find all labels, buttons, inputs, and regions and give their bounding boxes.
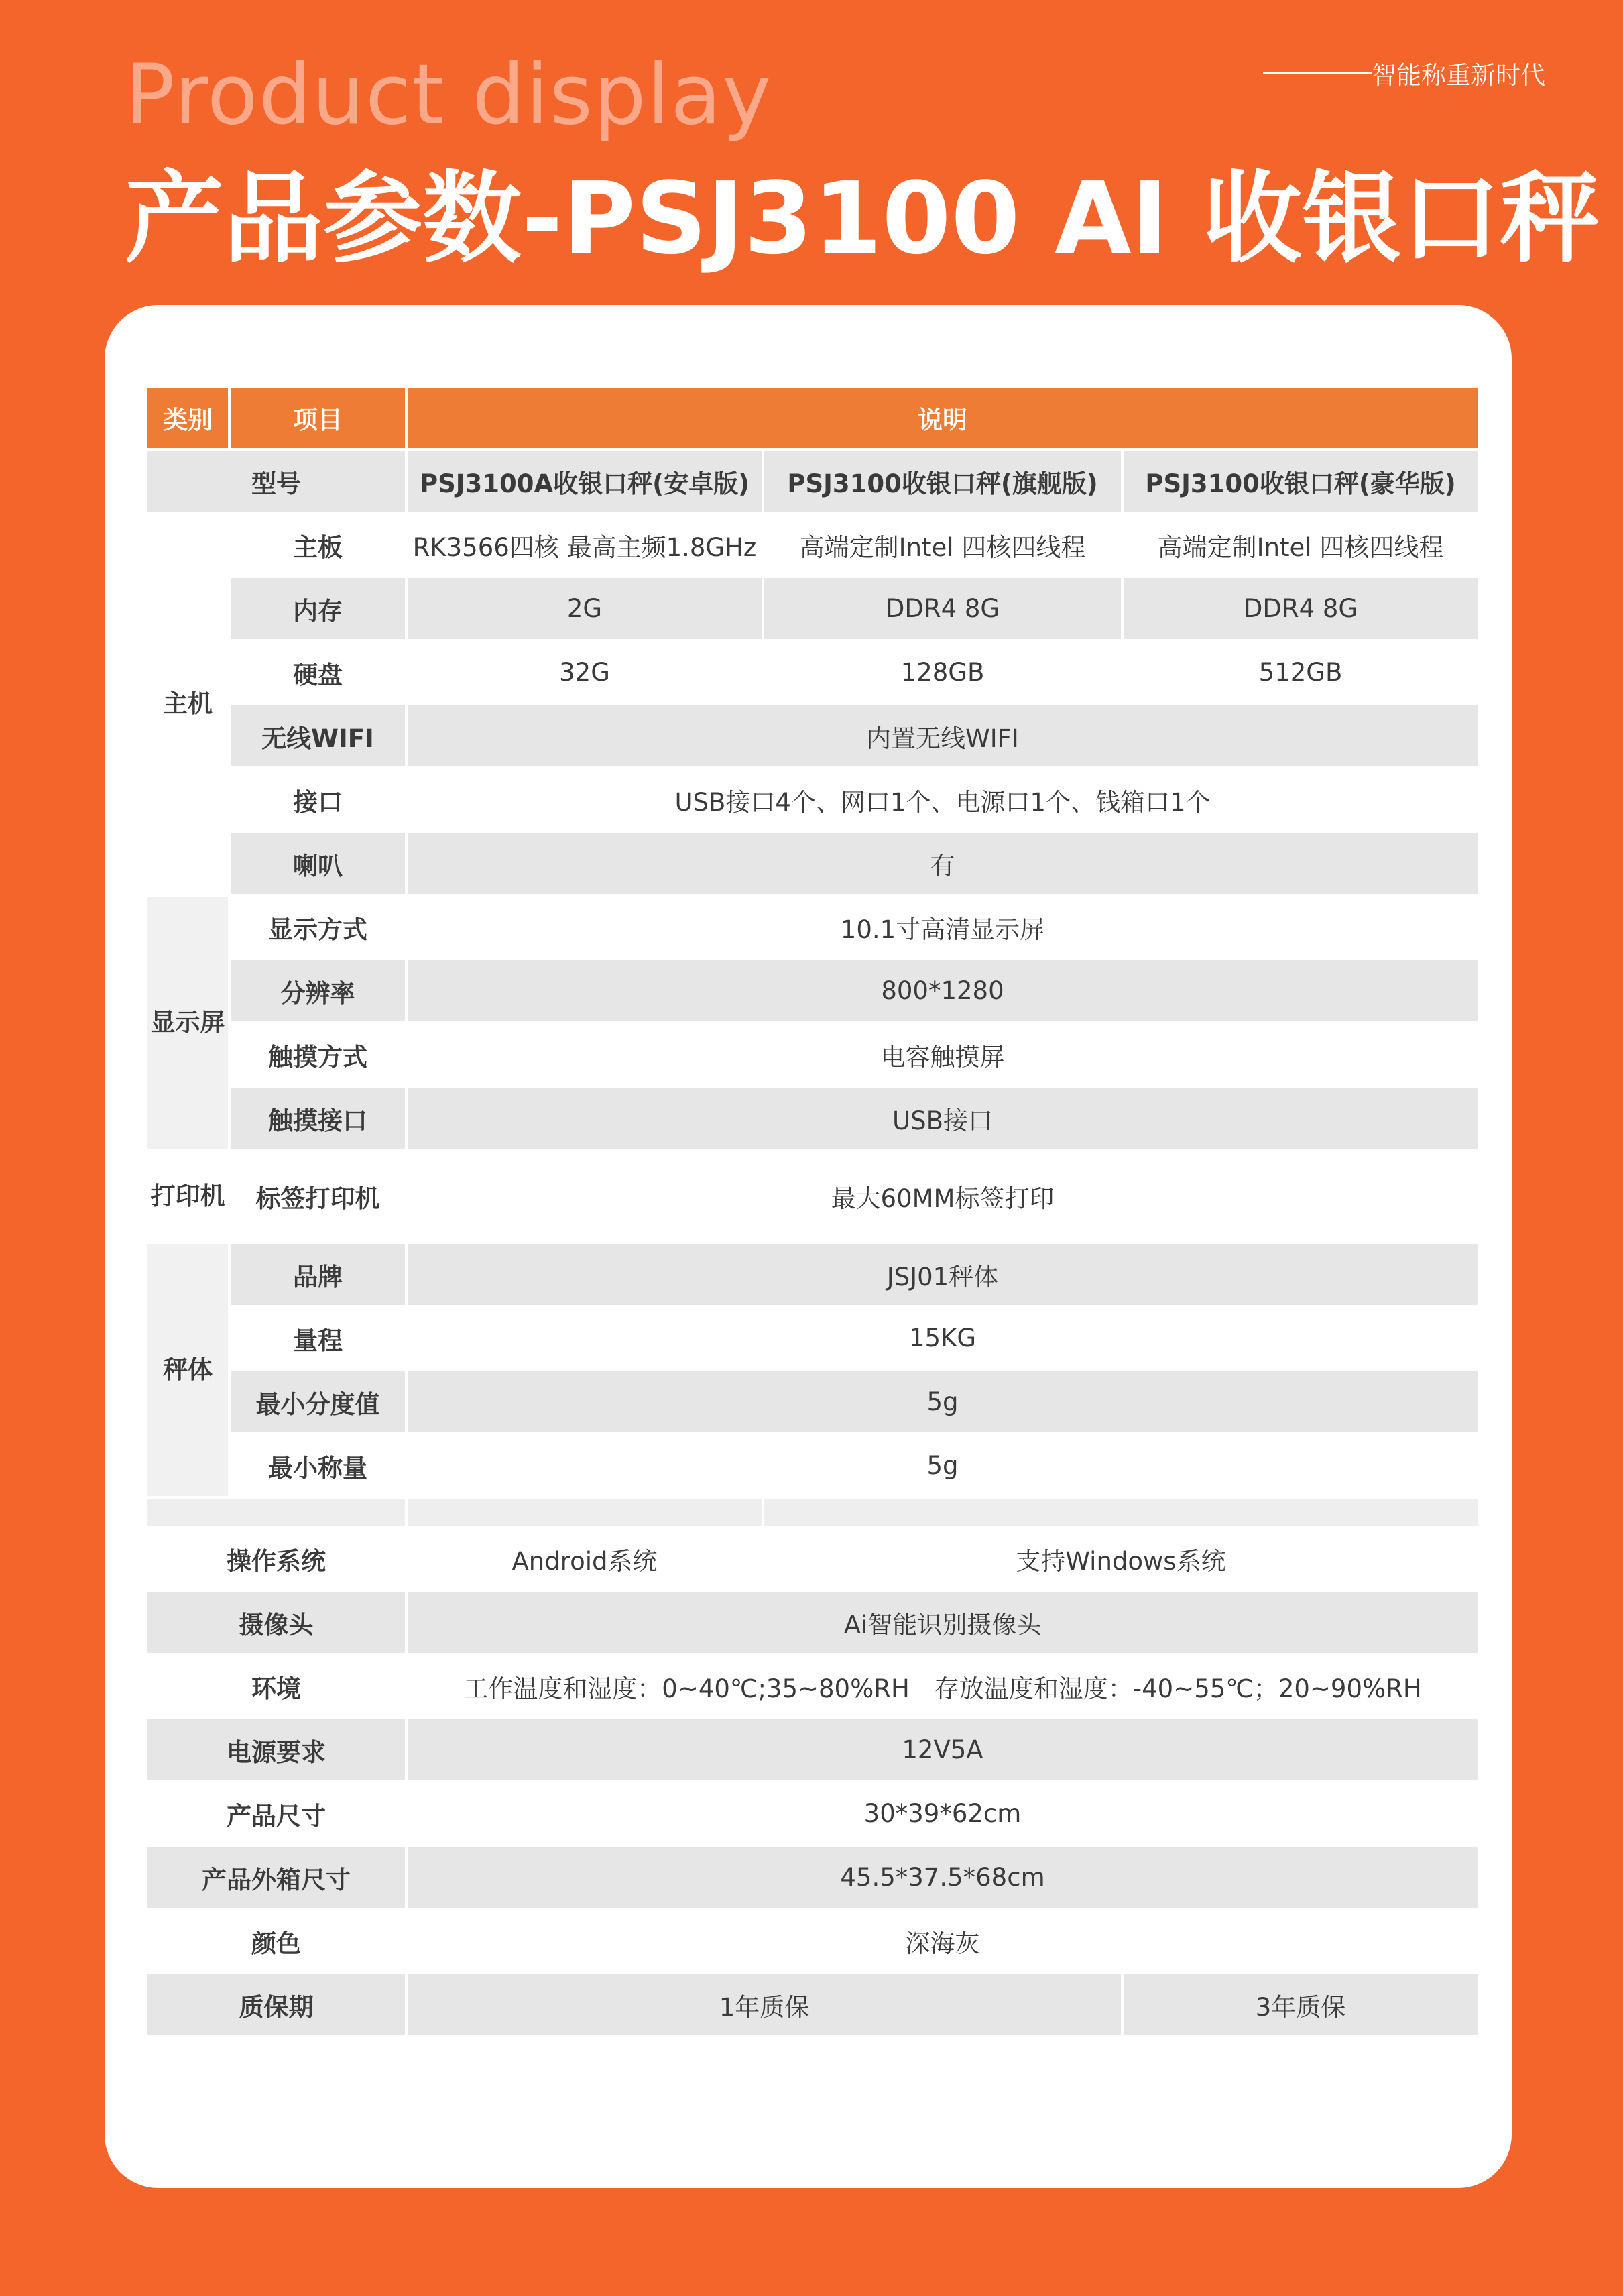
row-label: 质保期 [146, 1973, 406, 2036]
cell: PSJ3100收银口秤(豪华版) [1122, 449, 1479, 513]
separator-cell [763, 1497, 1479, 1527]
cell: 内置无线WIFI [406, 704, 1479, 768]
cell: 深海灰 [406, 1909, 1479, 1973]
cell: 电容触摸屏 [406, 1023, 1479, 1086]
tagline [1263, 55, 1545, 91]
row-label: 内存 [229, 577, 406, 640]
table-row [146, 1909, 1479, 1973]
cell: 工作温度和湿度：0~40℃;35~80%RH 存放温度和湿度：-40~55℃；20~90%RH [406, 1654, 1479, 1718]
table-row [146, 895, 1479, 959]
cell: DDR4 8G [1122, 577, 1479, 640]
table-row [146, 1654, 1479, 1718]
spec-table [145, 385, 1480, 2038]
cell: 10.1寸高清显示屏 [406, 895, 1479, 959]
table-row [146, 1782, 1479, 1845]
category-scale: 秤体 [146, 1243, 229, 1497]
cell: 32G [406, 640, 763, 704]
cell: 5g [406, 1434, 1479, 1497]
row-label: 显示方式 [229, 895, 406, 959]
table-row [146, 1973, 1479, 2036]
tagline-dash [1263, 72, 1372, 74]
cell: 30*39*62cm [406, 1782, 1479, 1845]
row-label: 产品尺寸 [146, 1782, 406, 1845]
row-label: 量程 [229, 1306, 406, 1370]
row-label: 主板 [229, 513, 406, 577]
table-row [146, 1591, 1479, 1654]
cell: RK3566四核 最高主频1.8GHz [406, 513, 763, 577]
cell: 512GB [1122, 640, 1479, 704]
row-label: 喇叭 [229, 831, 406, 895]
header-item: 项目 [229, 386, 406, 449]
row-label: 品牌 [229, 1243, 406, 1306]
page-title: 产品参数-PSJ3100 AI 收银口秤 [125, 161, 1600, 276]
table-row [146, 1370, 1479, 1434]
cell: 15KG [406, 1306, 1479, 1370]
row-label: 标签打印机 [229, 1150, 406, 1243]
row-label: 最小称量 [229, 1434, 406, 1497]
table-row [146, 1434, 1479, 1497]
table-row [146, 1527, 1479, 1591]
row-label: 摄像头 [146, 1591, 406, 1654]
table-row [146, 959, 1479, 1023]
row-label: 操作系统 [146, 1527, 406, 1591]
row-label: 产品外箱尺寸 [146, 1845, 406, 1909]
cell: 12V5A [406, 1718, 1479, 1782]
row-label: 颜色 [146, 1909, 406, 1973]
cell: Ai智能识别摄像头 [406, 1591, 1479, 1654]
row-label: 环境 [146, 1654, 406, 1718]
table-row [146, 768, 1479, 831]
cell: 高端定制Intel 四核四线程 [763, 513, 1122, 577]
cell: DDR4 8G [763, 577, 1122, 640]
cell: 1年质保 [406, 1973, 1122, 2036]
table-row [146, 1845, 1479, 1909]
category-screen: 显示屏 [146, 895, 229, 1150]
cell: PSJ3100A收银口秤(安卓版) [406, 449, 763, 513]
english-title: Product display [125, 47, 772, 144]
cell: 有 [406, 831, 1479, 895]
table-row [146, 640, 1479, 704]
table-row [146, 513, 1479, 577]
separator-cell [406, 1497, 763, 1527]
table-row [146, 1086, 1479, 1150]
separator-cell [146, 1497, 406, 1527]
row-label: 分辨率 [229, 959, 406, 1023]
cell: USB接口 [406, 1086, 1479, 1150]
cell: JSJ01秤体 [406, 1243, 1479, 1306]
cell: 2G [406, 577, 763, 640]
cell: USB接口4个、网口1个、电源口1个、钱箱口1个 [406, 768, 1479, 831]
table-row [146, 577, 1479, 640]
table-row [146, 449, 1479, 513]
cell: 最大60MM标签打印 [406, 1150, 1479, 1243]
row-label: 触摸方式 [229, 1023, 406, 1086]
cell: 128GB [763, 640, 1122, 704]
tagline-text: 智能称重新时代 [1372, 61, 1545, 90]
cell: 高端定制Intel 四核四线程 [1122, 513, 1479, 577]
header-desc: 说明 [406, 386, 1479, 449]
table-row [146, 1150, 1479, 1243]
row-label: 硬盘 [229, 640, 406, 704]
row-label: 电源要求 [146, 1718, 406, 1782]
row-label: 接口 [229, 768, 406, 831]
row-label: 最小分度值 [229, 1370, 406, 1434]
row-label: 型号 [146, 449, 406, 513]
row-label: 触摸接口 [229, 1086, 406, 1150]
category-host: 主机 [146, 513, 229, 895]
table-row [146, 1243, 1479, 1306]
cell: 支持Windows系统 [763, 1527, 1479, 1591]
row-label: 无线WIFI [229, 704, 406, 768]
cell: 5g [406, 1370, 1479, 1434]
table-row [146, 704, 1479, 768]
header-category: 类别 [146, 386, 229, 449]
cell: Android系统 [406, 1527, 763, 1591]
separator-row [146, 1497, 1479, 1527]
category-printer: 打印机 [146, 1150, 229, 1243]
cell: 45.5*37.5*68cm [406, 1845, 1479, 1909]
cell: PSJ3100收银口秤(旗舰版) [763, 449, 1122, 513]
table-row [146, 1718, 1479, 1782]
table-row [146, 831, 1479, 895]
table-header-row [146, 386, 1479, 449]
cell: 800*1280 [406, 959, 1479, 1023]
table-row [146, 1023, 1479, 1086]
cell: 3年质保 [1122, 1973, 1479, 2036]
table-row [146, 1306, 1479, 1370]
